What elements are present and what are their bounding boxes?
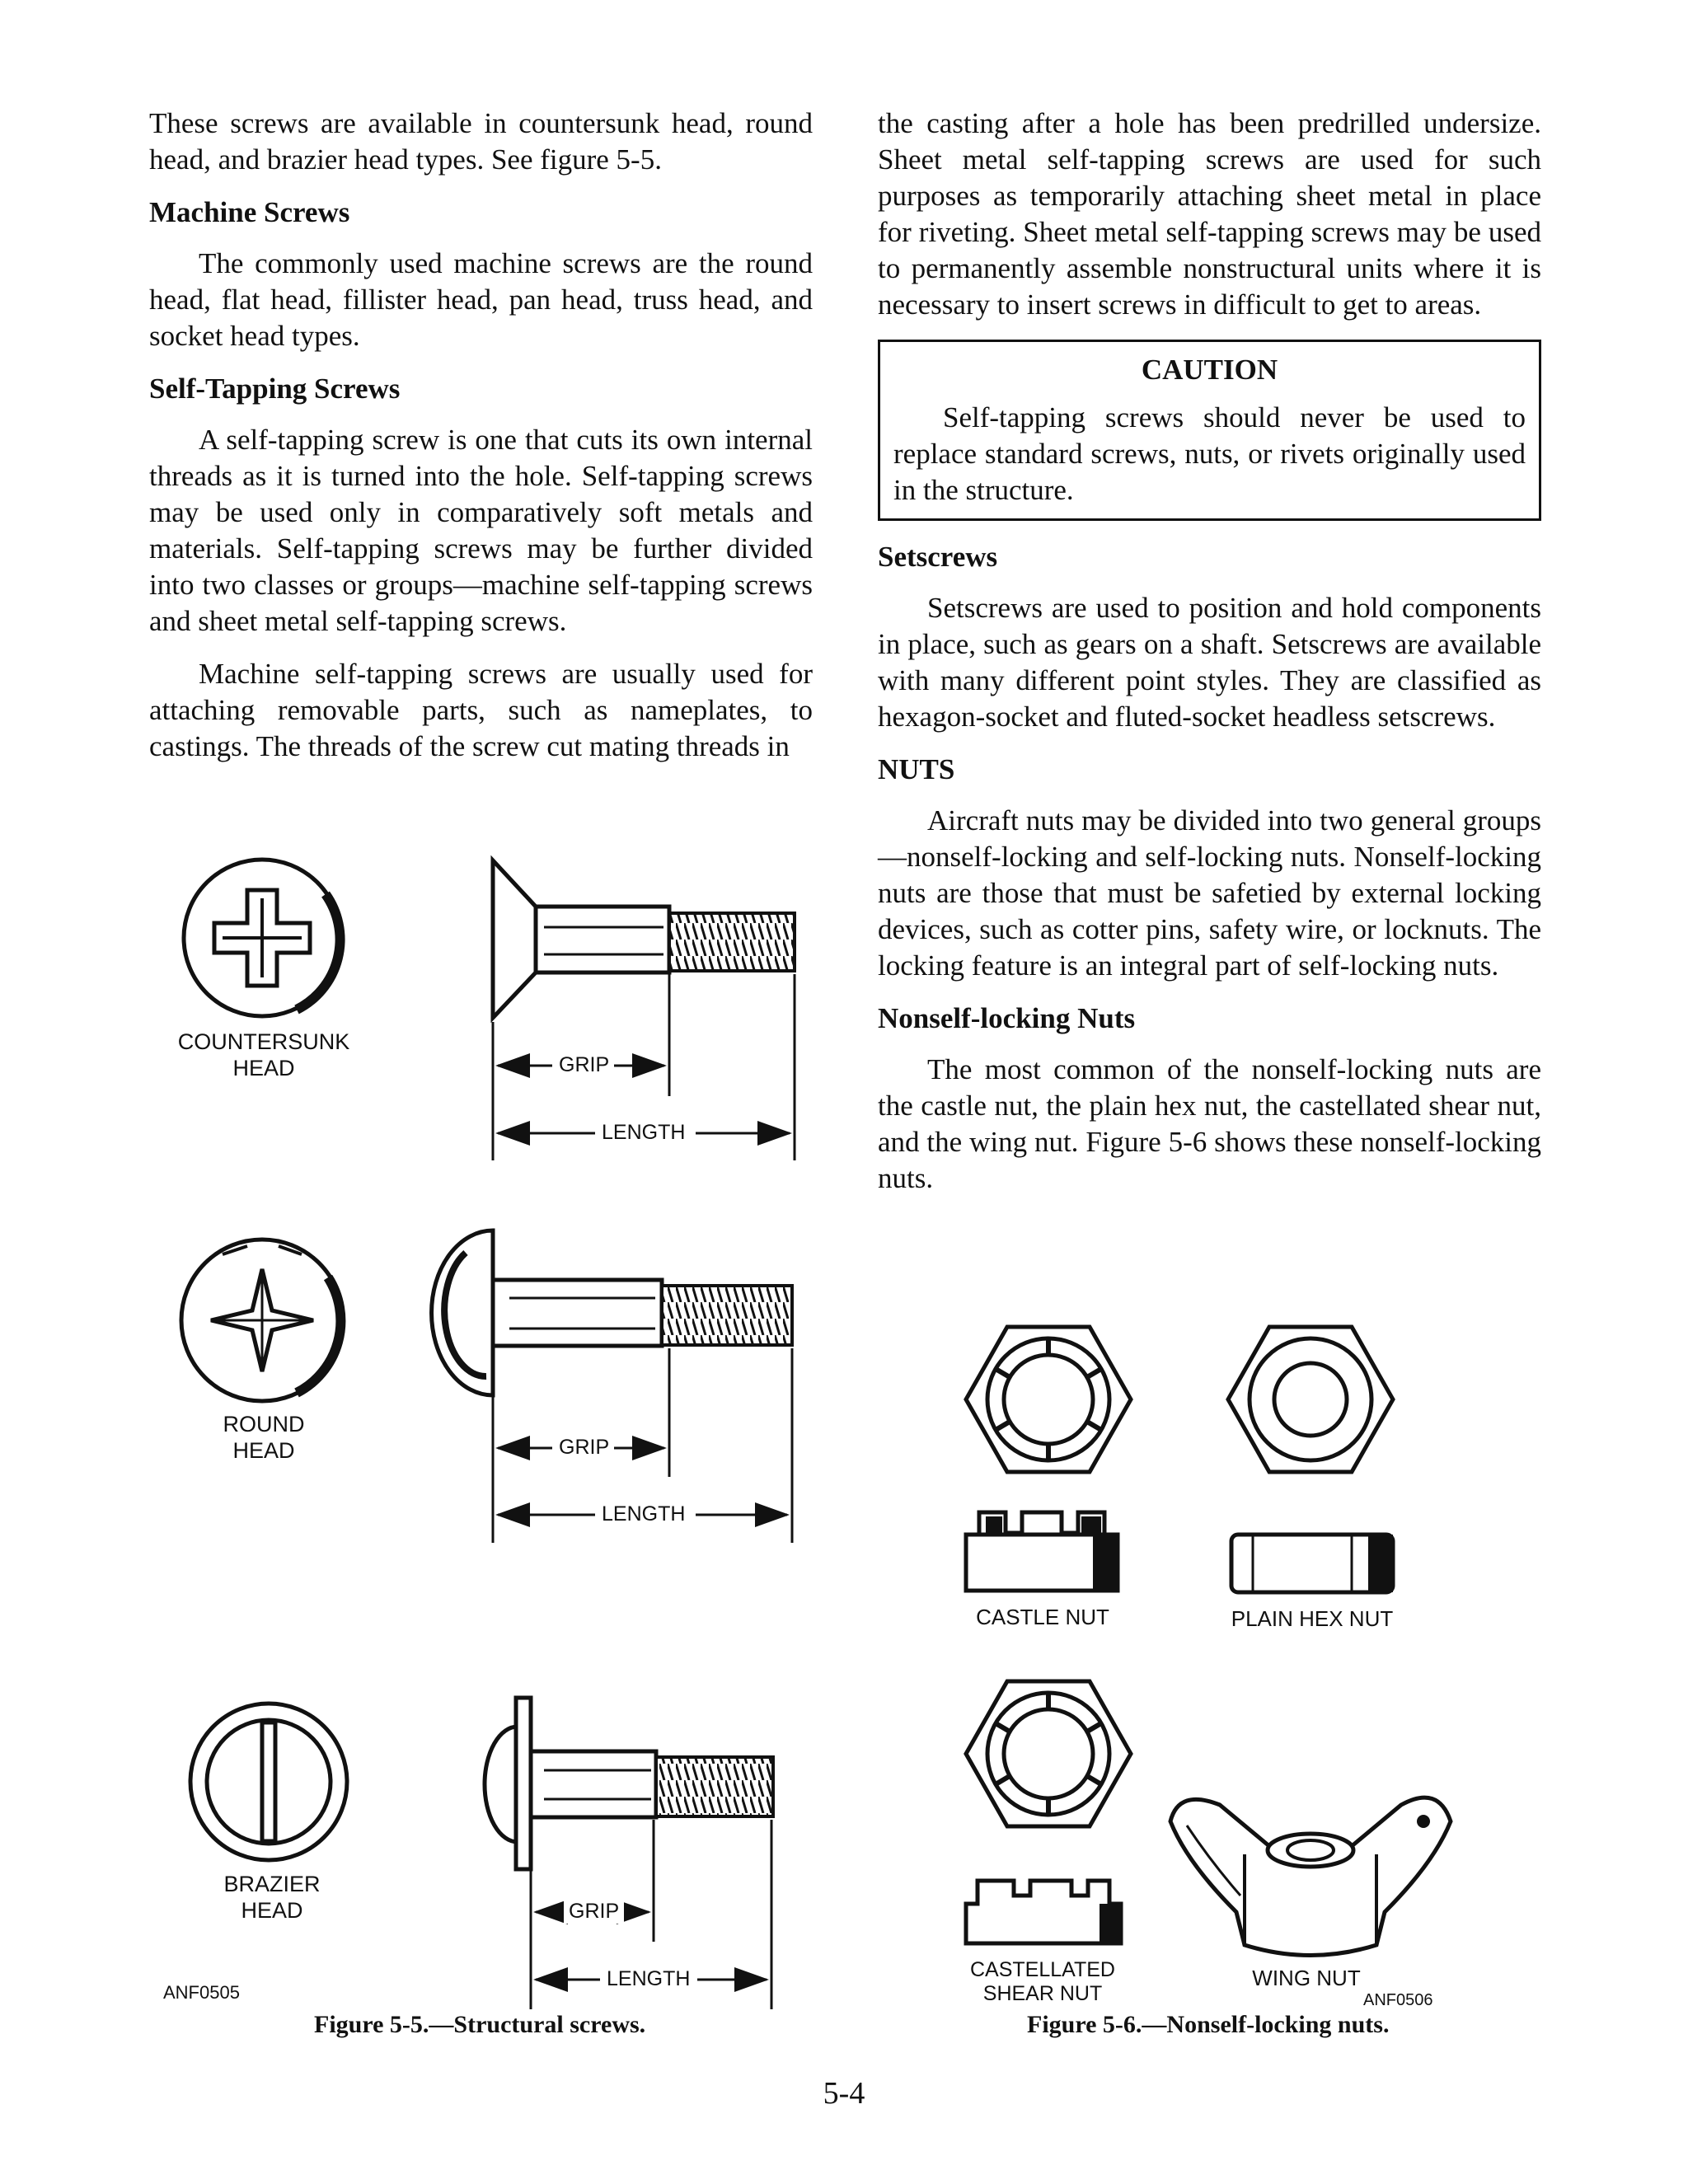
nuts-paragraph: Aircraft nuts may be divided into two general groups—nonself-locking and self-locking nuts. Nonself-locking nuts are those that must be safetied by external locking devices, such as cotter pins, safety wire, or locknuts. The locking feature is an integral part of self-locking nuts. xyxy=(878,804,1541,982)
continued-paragraph: the casting after a hole has been predrilled undersize. Sheet metal self-tapping screws are used for such purposes as temporarily attaching sheet metal in place for riveting. Sheet metal self-tapping screws may be used to permanently assemble nonstructural units where it is necessary to insert screws in difficult to get to areas. xyxy=(878,107,1541,321)
round-head-screw-side-icon xyxy=(432,1230,792,1543)
self-tapping-paragraph-1: A self-tapping screw is one that cuts its own internal threads as it is turned into the hole. Self-tapping screws may be used only in comparatively soft metals and materials. Self-tapping screws may be further divided into two classes or groups—machine self-tapping screws and sheet metal self-tapping screws. xyxy=(149,424,813,637)
wing-nut-icon xyxy=(1170,1797,1451,1955)
heading-setscrews: Setscrews xyxy=(878,541,998,573)
setscrews-paragraph: Setscrews are used to position and hold components in place, such as gears on a shaft. Setscrews are available with many different point styles. They are classified as hexagon-socket and fluted-socket headless setscrews. xyxy=(878,592,1541,733)
plain-hex-nut-label: PLAIN HEX NUT xyxy=(1231,1606,1394,1631)
length-label-3: LENGTH xyxy=(602,1967,695,1991)
figure-5-6-code: ANF0506 xyxy=(1363,1991,1433,2009)
brazier-label-line2: HEAD xyxy=(241,1898,303,1923)
castellated-shear-nut-label xyxy=(956,1958,1129,2006)
intro-paragraph: These screws are available in countersunk head, round head, and brazier head types. See figure 5-5. xyxy=(149,107,813,176)
countersunk-label-line2: HEAD xyxy=(232,1056,295,1080)
heading-nuts: NUTS xyxy=(878,753,955,785)
figure-5-5-code: ANF0505 xyxy=(163,1982,240,2003)
castellated-shear-nut-side-icon xyxy=(966,1881,1121,1943)
self-tapping-paragraph-2: Machine self-tapping screws are usually used for attaching removable parts, such as nameplates, to castings. The threads of the screw cut mating threads in xyxy=(149,658,813,762)
castle-nut-label: CASTLE NUT xyxy=(976,1605,1109,1629)
nonself-locking-paragraph: The most common of the nonself-locking nuts are the castle nut, the plain hex nut, the castellated shear nut, and the wing nut. Figure 5-6 shows these nonself-locking nuts. xyxy=(878,1053,1541,1194)
figure-5-6-caption: Figure 5-6.—Nonself-locking nuts. xyxy=(1027,2011,1390,2038)
grip-label-1: GRIP xyxy=(554,1053,614,1077)
page-number: 5-4 xyxy=(823,2076,865,2111)
countersunk-label-line1: COUNTERSUNK xyxy=(177,1029,350,1054)
round-label-line2: HEAD xyxy=(232,1438,295,1463)
castle-nut-top-icon xyxy=(966,1327,1131,1472)
countersunk-screw-side-icon xyxy=(493,860,795,1160)
figure-5-5-caption: Figure 5-5.—Structural screws. xyxy=(314,2011,646,2038)
caution-title: CAUTION xyxy=(1141,354,1278,386)
castle-nut-side-icon xyxy=(966,1512,1118,1591)
countersunk-head-label xyxy=(157,1029,371,1081)
brazier-head-label xyxy=(181,1871,363,1924)
wing-nut-label: WING NUT xyxy=(1252,1966,1361,1990)
round-head-top-icon xyxy=(181,1240,343,1401)
length-label-1: LENGTH xyxy=(597,1121,690,1145)
plain-hex-nut-side-icon xyxy=(1231,1535,1393,1592)
brazier-screw-side-icon xyxy=(485,1698,773,2009)
plain-hex-nut-top-icon xyxy=(1228,1327,1393,1472)
countersunk-head-top-icon xyxy=(184,860,340,1016)
length-label-2: LENGTH xyxy=(597,1502,690,1526)
grip-label-3: GRIP xyxy=(564,1900,624,1924)
castellated-label-line2: SHEAR NUT xyxy=(982,1982,1103,2005)
brazier-head-top-icon xyxy=(190,1704,347,1860)
heading-nonself-locking-nuts: Nonself-locking Nuts xyxy=(878,1002,1136,1034)
heading-self-tapping-screws: Self-Tapping Screws xyxy=(149,373,401,405)
caution-text: Self-tapping screws should never be used to replace standard screws, nuts, or rivets originally used in the structure. xyxy=(893,401,1526,506)
round-label-line1: ROUND xyxy=(223,1412,305,1436)
heading-machine-screws: Machine Screws xyxy=(149,196,350,228)
round-head-label xyxy=(173,1411,354,1464)
machine-screws-paragraph: The commonly used machine screws are the round head, flat head, fillister head, pan head, truss head, and socket head types. xyxy=(149,247,813,352)
castellated-shear-nut-top-icon xyxy=(966,1681,1131,1826)
castellated-label-line1: CASTELLATED xyxy=(970,1958,1115,1981)
brazier-label-line1: BRAZIER xyxy=(223,1872,321,1896)
grip-label-2: GRIP xyxy=(554,1436,614,1460)
